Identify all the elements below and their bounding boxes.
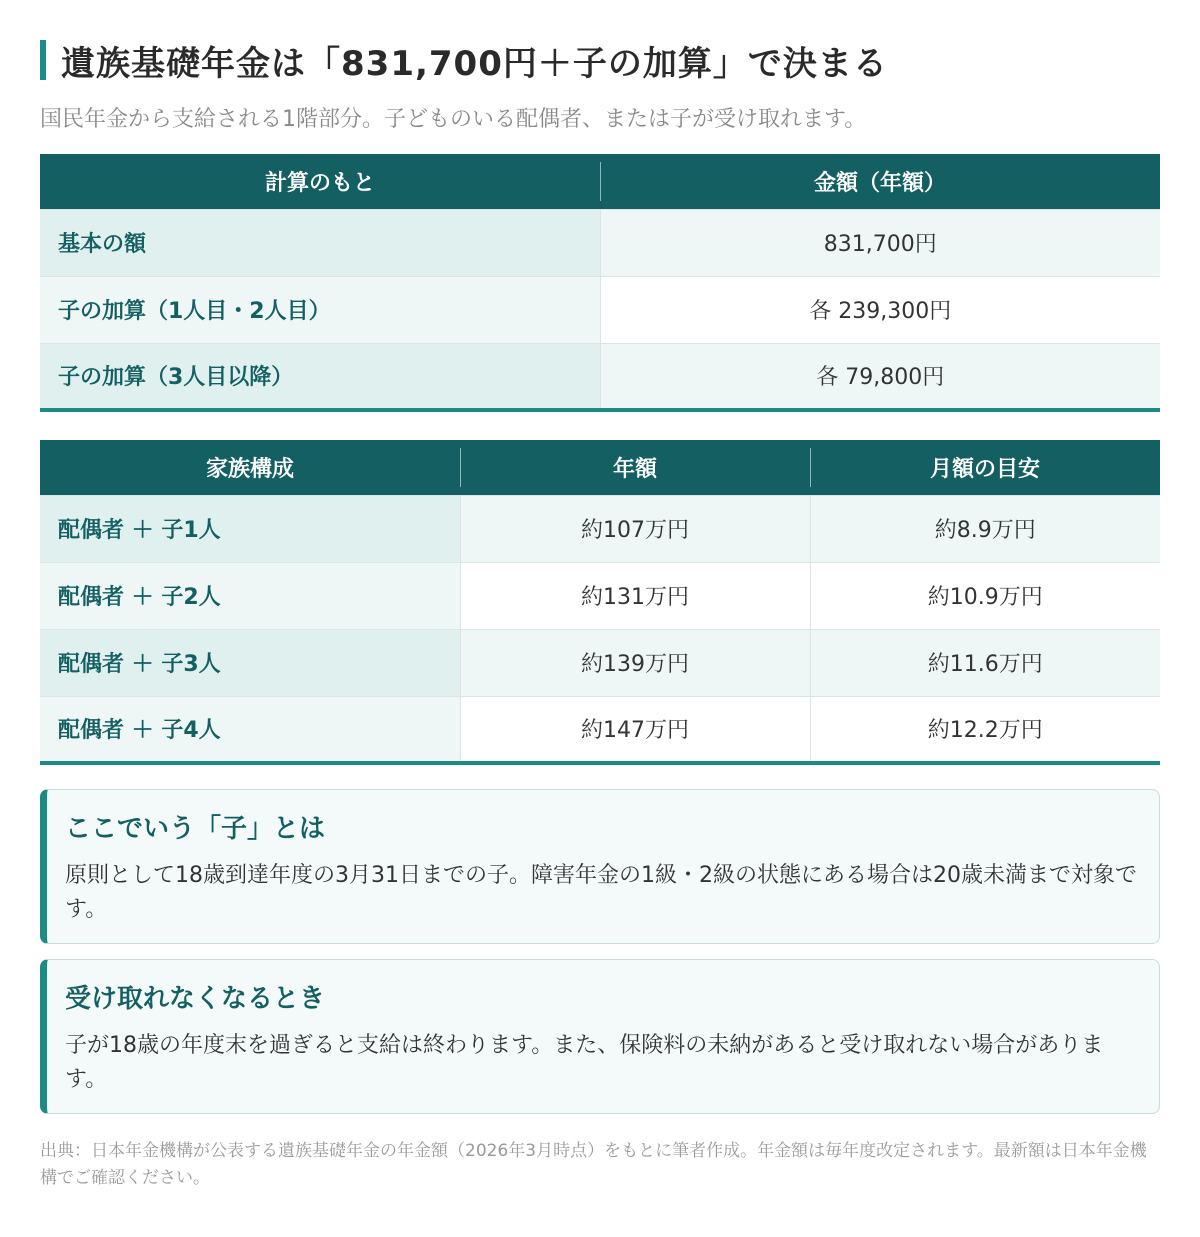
table-row xyxy=(40,276,1160,343)
table-row xyxy=(40,696,1160,763)
calc-row-label: 基本の額 xyxy=(40,209,600,276)
family-row-monthly: 約8.9万円 xyxy=(810,495,1160,562)
family-row-monthly: 約12.2万円 xyxy=(810,696,1160,763)
calc-table xyxy=(40,154,1160,412)
calc-table-header-basis: 計算のもと xyxy=(40,154,600,209)
note-title: ここでいう「子」とは xyxy=(65,814,326,844)
page-title: 遺族基礎年金は「831,700円＋子の加算」で決まる xyxy=(61,43,888,84)
family-row-annual: 約131万円 xyxy=(460,562,810,629)
family-row-monthly: 約11.6万円 xyxy=(810,629,1160,696)
calc-table-header-row xyxy=(40,154,1160,209)
family-row-label: 配偶者 ＋ 子4人 xyxy=(40,696,460,763)
calc-row-amount: 各 239,300円 xyxy=(600,276,1160,343)
calc-row-amount: 各 79,800円 xyxy=(600,343,1160,410)
table-row xyxy=(40,495,1160,562)
calc-row-label: 子の加算（3人目以降） xyxy=(40,343,600,410)
family-table-header-row xyxy=(40,440,1160,495)
calc-row-label: 子の加算（1人目・2人目） xyxy=(40,276,600,343)
note-title: 受け取れなくなるとき xyxy=(65,984,326,1014)
family-row-label: 配偶者 ＋ 子2人 xyxy=(40,562,460,629)
table-row xyxy=(40,562,1160,629)
family-row-annual: 約107万円 xyxy=(460,495,810,562)
family-row-monthly: 約10.9万円 xyxy=(810,562,1160,629)
table-row xyxy=(40,209,1160,276)
title-row xyxy=(40,36,888,84)
title-accent-bar xyxy=(40,40,46,80)
table-row xyxy=(40,343,1160,410)
source-note: 出典：日本年金機構が公表する遺族基礎年金の年金額（2026年3月時点）をもとに筆者作成。年金額は毎年度改定されます。最新額は日本年金機構でご確認ください。 xyxy=(40,1141,1147,1188)
family-table-header-annual: 年額 xyxy=(460,440,810,495)
note-body: 子が18歳の年度末を過ぎると支給は終わります。また、保険料の未納があると受け取れない場合があります。 xyxy=(65,1033,1104,1092)
family-row-annual: 約147万円 xyxy=(460,696,810,763)
page-subtitle: 国民年金から支給される1階部分。子どものいる配偶者、または子が受け取れます。 xyxy=(40,107,867,132)
family-table xyxy=(40,440,1160,765)
family-row-label: 配偶者 ＋ 子1人 xyxy=(40,495,460,562)
family-row-annual: 約139万円 xyxy=(460,629,810,696)
family-row-label: 配偶者 ＋ 子3人 xyxy=(40,629,460,696)
table-row xyxy=(40,629,1160,696)
note-child-definition xyxy=(40,789,1160,944)
family-table-header-monthly: 月額の目安 xyxy=(810,440,1160,495)
calc-row-amount: 831,700円 xyxy=(600,209,1160,276)
family-table-header-composition: 家族構成 xyxy=(40,440,460,495)
calc-table-header-amount: 金額（年額） xyxy=(600,154,1160,209)
note-body: 原則として18歳到達年度の3月31日までの子。障害年金の1級・2級の状態にある場合は20歳未満まで対象です。 xyxy=(65,863,1137,922)
note-ineligibility xyxy=(40,959,1160,1114)
